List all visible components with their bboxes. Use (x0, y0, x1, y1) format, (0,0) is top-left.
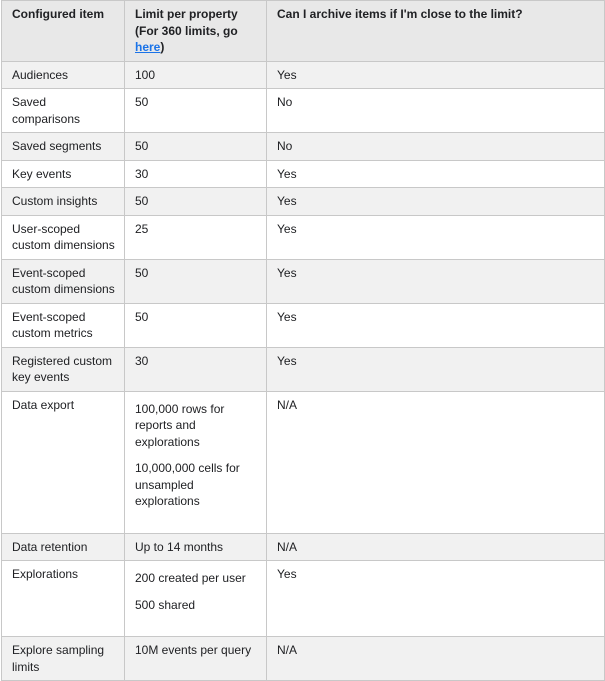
row-item: Event-scoped custom metrics (2, 303, 125, 347)
row-limit: 30 (125, 347, 267, 391)
table-row (2, 160, 605, 188)
row-item: Explorations (2, 561, 125, 637)
row-archive: Yes (267, 215, 605, 259)
row-limit: 100 (125, 61, 267, 89)
row-archive: No (267, 133, 605, 161)
row-limit: 10M events per query (125, 637, 267, 681)
row-archive: Yes (267, 347, 605, 391)
limit-paragraph: 200 created per user (135, 571, 246, 585)
header-limit-text: Limit per property (For 360 limits, go (135, 7, 238, 38)
limit-paragraph: 500 shared (135, 597, 196, 612)
row-limit: Up to 14 months (125, 533, 267, 561)
table-row (2, 133, 605, 161)
table-row (2, 259, 605, 303)
row-limit: 50 (125, 188, 267, 216)
row-archive: N/A (267, 533, 605, 561)
row-item: Event-scoped custom dimensions (2, 259, 125, 303)
table-header-row (2, 1, 605, 62)
row-item: Data export (2, 391, 125, 533)
here-link[interactable]: here (135, 40, 161, 54)
limits-table (1, 0, 605, 681)
header-limit-per-property (125, 1, 267, 62)
row-archive: Yes (267, 61, 605, 89)
row-item: Key events (2, 160, 125, 188)
limit-paragraph: 10,000,000 cells for unsampled explorations (135, 461, 240, 508)
row-archive: Yes (267, 561, 605, 637)
table-row (2, 89, 605, 133)
row-item: Explore sampling limits (2, 637, 125, 681)
row-archive: No (267, 89, 605, 133)
row-archive: Yes (267, 303, 605, 347)
row-archive: Yes (267, 160, 605, 188)
row-limit: 50 (125, 259, 267, 303)
row-archive: N/A (267, 637, 605, 681)
header-limit-suffix: ) (160, 40, 165, 54)
table-row (2, 347, 605, 391)
row-item: Custom insights (2, 188, 125, 216)
row-item: Data retention (2, 533, 125, 561)
row-archive: N/A (267, 391, 605, 533)
row-archive: Yes (267, 259, 605, 303)
row-item: Saved comparisons (2, 89, 125, 133)
row-archive: Yes (267, 188, 605, 216)
row-item: Registered custom key events (2, 347, 125, 391)
row-item: Audiences (2, 61, 125, 89)
table-row (2, 391, 605, 533)
row-limit: 50 (125, 133, 267, 161)
row-item: Saved segments (2, 133, 125, 161)
limit-paragraph: 100,000 rows for reports and explorations (135, 401, 225, 449)
table-row (2, 303, 605, 347)
row-item: User-scoped custom dimensions (2, 215, 125, 259)
row-limit: 30 (125, 160, 267, 188)
row-limit: 25 (125, 215, 267, 259)
row-limit (125, 391, 267, 533)
header-archive-question: Can I archive items if I'm close to the limit? (267, 1, 605, 62)
row-limit: 50 (125, 303, 267, 347)
table-row (2, 637, 605, 681)
row-limit: 50 (125, 89, 267, 133)
header-configured-item: Configured item (2, 1, 125, 62)
table-row (2, 215, 605, 259)
table-row (2, 188, 605, 216)
table-row (2, 61, 605, 89)
table-row (2, 533, 605, 561)
